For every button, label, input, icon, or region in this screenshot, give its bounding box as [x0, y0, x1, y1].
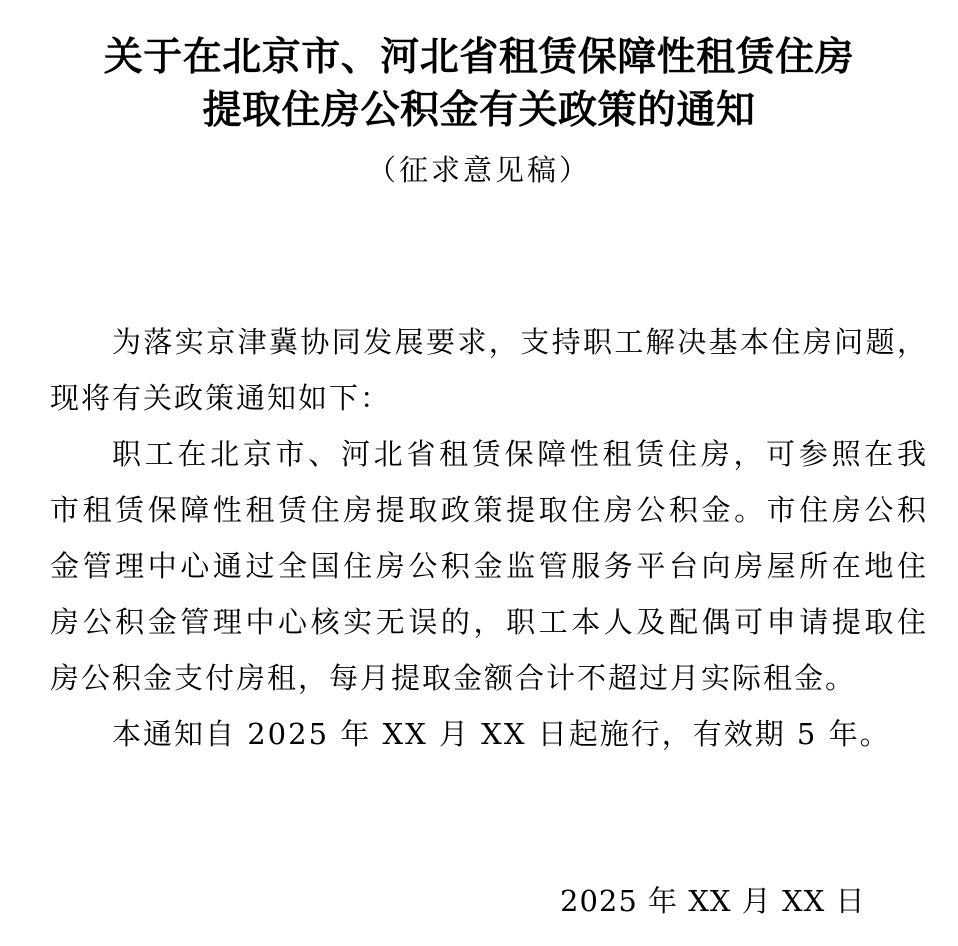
- paragraph-3-effective-date: 本通知自 2025 年 XX 月 XX 日起施行，有效期 5 年。: [112, 717, 891, 751]
- paragraph-2-line-2: 市租赁保障性租赁住房提取政策提取住房公积金。市住房公积: [50, 493, 926, 527]
- paragraph-1-line-1: 为落实京津冀协同发展要求，支持职工解决基本住房问题，: [112, 325, 926, 359]
- document-title-line-2: 提取住房公积金有关政策的通知: [202, 88, 756, 133]
- document-title-line-1: 关于在北京市、河北省租赁保障性租赁住房: [103, 35, 855, 80]
- document-subtitle: （征求意见稿）: [366, 153, 591, 187]
- paragraph-2-line-3: 金管理中心通过全国住房公积金监管服务平台向房屋所在地住: [50, 549, 926, 583]
- paragraph-2-line-1: 职工在北京市、河北省租赁保障性租赁住房，可参照在我: [112, 437, 926, 471]
- document-date: 2025 年 XX 月 XX 日: [560, 884, 866, 918]
- paragraph-2-line-4: 房公积金管理中心核实无误的，职工本人及配偶可申请提取住: [50, 605, 926, 639]
- paragraph-2-line-5: 房公积金支付房租，每月提取金额合计不超过月实际租金。: [50, 661, 857, 695]
- paragraph-1-line-2: 现将有关政策通知如下：: [50, 381, 392, 415]
